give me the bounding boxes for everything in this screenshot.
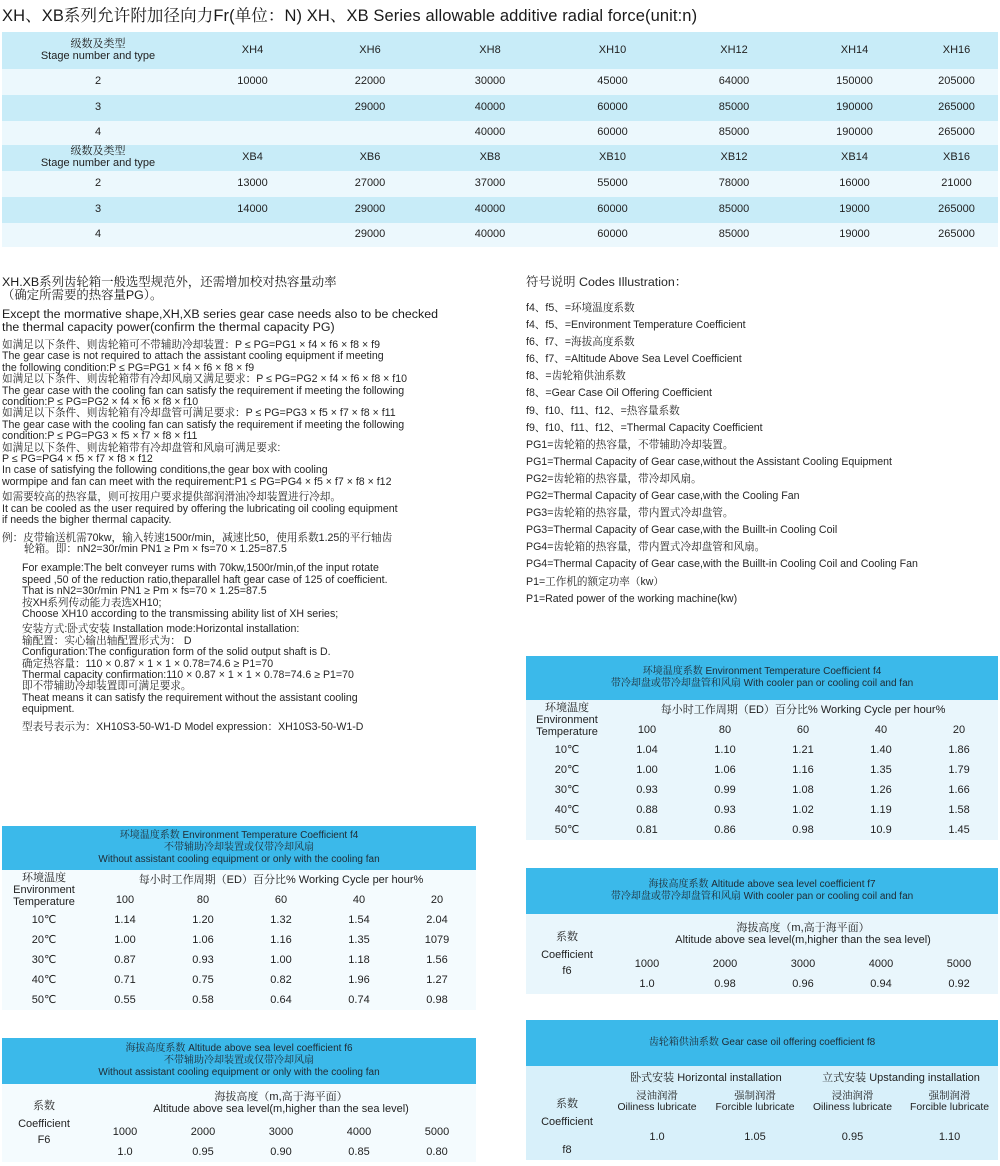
- value-cell: 40000: [429, 95, 551, 121]
- code-line: PG4=齿轮箱的热容量，带内置式冷却盘管和风扇。: [526, 541, 766, 554]
- value-cell: [194, 223, 311, 247]
- table-row: [2, 197, 998, 223]
- value-cell: 60000: [551, 197, 674, 223]
- table-row: 30℃ 0.93 0.99 1.08 1.26 1.66: [526, 780, 998, 800]
- example-en: That is nN2=30r/min PN1 ≥ Pm × fs=70 × 1.25=87.5: [22, 585, 267, 598]
- condition-2-en: condition:P ≤ PG=PG2 × f4 × f6 × f8 × f10: [2, 396, 199, 409]
- cycle-header: 100: [86, 890, 164, 910]
- example-cn: 即不带辅助冷却装置即可满足要求。: [22, 680, 192, 693]
- example-en: Choose XH10 according to the transmissing ability list of XH series;: [22, 607, 339, 620]
- stage-cell: 3: [2, 95, 194, 121]
- col-header: XB16: [915, 145, 998, 171]
- condition-2-cn: 如满足以下条件、则齿轮箱带有冷却风扇又满足要求：P ≤ PG=PG2 × f4 × f6 × f8 × f10: [2, 373, 408, 386]
- example-en: speed ,50 of the reduction ratio,theparallel haft gear case of 125 of coefficient.: [22, 573, 388, 586]
- value-cell: 14000: [194, 197, 311, 223]
- code-line: PG2=Thermal Capacity of Gear case,with the Cooling Fan: [526, 490, 800, 503]
- lubrication-type: 浸油润滑 Oiliness lubricate: [804, 1090, 901, 1114]
- codes-title: 符号说明 Codes Illustration：: [526, 275, 688, 289]
- condition-3-en: condition:P ≤ PG=PG3 × f5 × f7 × f8 × f11: [2, 430, 198, 443]
- table-row: [2, 121, 998, 145]
- xb-header-row: [2, 145, 998, 171]
- col-header: XH8: [429, 32, 551, 69]
- lubrication-type: 强制润滑 Forcible lubricate: [706, 1090, 804, 1114]
- table-row: [2, 95, 998, 121]
- page-title: XH、XB系列允许附加径向力Fr(单位：N) XH、XB Series allowable additive radial force(unit:n): [2, 7, 698, 25]
- value-cell: 21000: [915, 171, 998, 197]
- condition-4-en: In case of satisfying the following conditions,the gear box with cooling: [2, 464, 328, 477]
- col-header: XH14: [794, 32, 915, 69]
- value-cell: 190000: [794, 121, 915, 145]
- condition-2-en: The gear case with the cooling fan can satisfy the requirement if meeting the following: [2, 384, 405, 397]
- code-line: PG1=齿轮箱的热容量，不带辅助冷却装置。: [526, 438, 734, 451]
- example-cn: 按XH系列传动能力表选XH10;: [22, 596, 162, 609]
- stage-cell: 3: [2, 197, 194, 223]
- table-header: 海拔高度系数 Altitude above sea level coefficient f6 不带辅助冷却装置或仅带冷却风扇 Without assistant cooling equipment or only with the cooling fan: [2, 1038, 476, 1084]
- example-cn: 轮箱。即：nN2=30r/min PN1 ≥ Pm × fs=70 × 1.25=87.5: [24, 542, 287, 555]
- table-row: 1.0 0.98 0.96 0.94 0.92: [526, 974, 998, 994]
- value-cell: 19000: [794, 223, 915, 247]
- table-row: 20℃ 1.00 1.06 1.16 1.35 1079: [2, 930, 476, 950]
- example-cn: 输配置：实心输出轴配置形式为： D: [22, 634, 192, 647]
- value-cell: 45000: [551, 69, 674, 95]
- condition-4-cn: 如满足以下条件、则齿轮箱带有冷却盘管和风扇可满足要求:: [2, 441, 281, 454]
- example-block: [2, 563, 518, 733]
- value-cell: 265000: [915, 223, 998, 247]
- heading-en: the thermal capacity power(confirm the thermal capacity PG): [2, 320, 335, 334]
- table-header: 海拔高度系数 Altitude above sea level coefficient f7 带冷却盘或带冷却盘管和风扇 With cooler pan or cooling coil and fan: [526, 868, 998, 914]
- value-cell: 40000: [429, 197, 551, 223]
- table-row: [2, 69, 998, 95]
- xh-header-row: [2, 32, 998, 69]
- value-cell: 190000: [794, 95, 915, 121]
- col-header: XB14: [794, 145, 915, 171]
- stage-type-header: 级数及类型 Stage number and type: [2, 32, 194, 69]
- value-cell: 85000: [674, 121, 794, 145]
- col-header: XH4: [194, 32, 311, 69]
- cycle-header: 20: [398, 890, 476, 910]
- value-cell: 27000: [311, 171, 429, 197]
- temp-label: 环境温度 Environment Temperature: [526, 700, 608, 740]
- value-cell: 16000: [794, 171, 915, 197]
- example-en: Theat means it can satisfy the requirement without the assistant cooling: [22, 691, 358, 704]
- col-header: XH12: [674, 32, 794, 69]
- env-temp-table-no-assist: [2, 826, 476, 1010]
- cycle-header: 40: [320, 890, 398, 910]
- value-cell: [311, 121, 429, 145]
- code-line: f9、f10、f11、f12、=热容量系数: [526, 404, 680, 417]
- cycle-label: 每小时工作周期（ED）百分比% Working Cycle per hour%: [608, 700, 998, 720]
- condition-3-en: The gear case with the cooling fan can satisfy the requirement if meeting the following: [2, 418, 405, 431]
- stage-cell: 2: [2, 171, 194, 197]
- value-cell: 60000: [551, 121, 674, 145]
- condition-5-en: if needs the bigher thermal capacity.: [2, 514, 172, 527]
- value-cell: 64000: [674, 69, 794, 95]
- value-cell: 78000: [674, 171, 794, 197]
- value-cell: 150000: [794, 69, 915, 95]
- cycle-header: 20: [920, 720, 998, 740]
- coefficient-symbol: f8: [526, 1140, 608, 1160]
- example-en: Thermal capacity confirmation:110 × 0.87 × 1 × 1 × 0.78=74.6 ≥ P1=70: [22, 668, 354, 681]
- col-header: XB12: [674, 145, 794, 171]
- table-row: 50℃ 0.81 0.86 0.98 10.9 1.45: [526, 820, 998, 840]
- altitude-table-no-assist: 海拔高度系数 Altitude above sea level coefficient f6 不带辅助冷却装置或仅带冷却风扇 Without assistant cooling equipment or only with the cooling fan 系数 Coefficient F6 海拔高度（m,高于海平面） Altitude above sea level(m,higher than the sea level) 1000 2000 3000 4000 5000 1.0 0.95 0.90 0.85 0.80: [2, 1038, 476, 1162]
- table-header: 齿轮箱供油系数 Gear case oil offering coefficient f8: [526, 1020, 998, 1066]
- table-row: 20℃ 1.00 1.06 1.16 1.35 1.79: [526, 760, 998, 780]
- heading-en: Except the mormative shape,XH,XB series gear case needs also to be checked: [2, 307, 438, 321]
- value-cell: 29000: [311, 95, 429, 121]
- cycle-header: 80: [164, 890, 242, 910]
- col-header: XH16: [915, 32, 998, 69]
- value-cell: 30000: [429, 69, 551, 95]
- code-line: f4、f5、=环境温度系数: [526, 302, 635, 314]
- condition-5-cn: 如需要较高的热容量，则可按用户要求提供部润滑油冷却装置进行冷却。: [2, 491, 341, 504]
- stage-cell: 4: [2, 223, 194, 247]
- table-row: 30℃ 0.87 0.93 1.00 1.18 1.56: [2, 950, 476, 970]
- condition-1-en: The gear case is not required to attach the assistant cooling equipment if meeting: [2, 350, 384, 363]
- value-cell: 205000: [915, 69, 998, 95]
- value-cell: 265000: [915, 95, 998, 121]
- table-row: 40℃ 0.71 0.75 0.82 1.96 1.27: [2, 970, 476, 990]
- col-header: XB10: [551, 145, 674, 171]
- condition-3-cn: 如满足以下条件、则齿轮箱有冷却盘管可满足要求：P ≤ PG=PG3 × f5 × f7 × f8 × f11: [2, 407, 396, 420]
- code-line: P1=Rated power of the working machine(kw): [526, 592, 738, 605]
- stage-cell: 2: [2, 69, 194, 95]
- coefficient-label: 系数 Coefficient: [526, 1066, 608, 1160]
- condition-1-en: the following condition:P ≤ PG=PG1 × f4 × f6 × f8 × f9: [2, 361, 255, 374]
- value-cell: 19000: [794, 197, 915, 223]
- condition-5-en: It can be cooled as the user required by offering the lubricating oil cooling equipment: [2, 502, 398, 515]
- table-row: 10℃ 1.04 1.10 1.21 1.40 1.86: [526, 740, 998, 760]
- code-line: f8、=齿轮箱供油系数: [526, 370, 626, 383]
- upstanding-installation: 立式安装 Upstanding installation: [804, 1066, 998, 1090]
- heading-cn: （确定所需要的热容量PG）。: [2, 288, 163, 302]
- table-header: 环境温度系数 Environment Temperature Coefficient f4 带冷却盘或带冷却盘管和风扇 With cooler pan or cooling coil and fan: [526, 656, 998, 700]
- code-line: PG3=齿轮箱的热容量，带内置式冷却盘管。: [526, 507, 734, 520]
- example-cn: 安装方式:卧式安装 Installation mode:Horizontal installation:: [22, 623, 300, 636]
- code-line: f9、f10、f11、f12、=Thermal Capacity Coefficient: [526, 421, 763, 434]
- value-cell: 29000: [311, 223, 429, 247]
- table-row: [2, 171, 998, 197]
- lubrication-type: 浸油润滑 Oiliness lubricate: [608, 1090, 706, 1114]
- example-cn: 例：皮带输送机需70kw，输入转速1500r/min，减速比50，使用系数1.25的平行轴齿: [2, 531, 393, 544]
- cycle-header: 80: [686, 720, 764, 740]
- col-header: XH10: [551, 32, 674, 69]
- altitude-label: 海拔高度（m,高于海平面） Altitude above sea level(m,higher than the sea level): [608, 914, 998, 954]
- altitude-table-cooler: 海拔高度系数 Altitude above sea level coefficient f7 带冷却盘或带冷却盘管和风扇 With cooler pan or cooling coil and fan 系数 Coefficient f6 海拔高度（m,高于海平面） Altitude above sea level(m,higher than the sea level) 1000 2000 3000 4000 5000 1.0 0.98 0.96 0.94 0.92: [526, 868, 998, 994]
- code-line: P1=工作机的额定功率（kw）: [526, 575, 665, 588]
- cycle-header: 60: [242, 890, 320, 910]
- code-line: f4、f5、=Environment Temperature Coefficient: [526, 319, 746, 332]
- heading-cn: XH.XB系列齿轮箱一般选型规范外，还需增加校对热容量动率: [2, 275, 337, 289]
- altitude-label: 海拔高度（m,高于海平面） Altitude above sea level(m,higher than the sea level): [86, 1084, 476, 1122]
- cycle-header: 60: [764, 720, 842, 740]
- value-cell: 85000: [674, 95, 794, 121]
- table-row: [2, 223, 998, 247]
- model-expression: 型表号表示为：XH10S3-50-W1-D Model expression：XH10S3-50-W1-D: [22, 720, 364, 733]
- value-cell: [194, 121, 311, 145]
- coefficient-label: 系数 Coefficient F6: [2, 1084, 86, 1162]
- condition-4-formula: P ≤ PG=PG4 × f5 × f7 × f8 × f12: [2, 453, 153, 466]
- cycle-header: 40: [842, 720, 920, 740]
- coefficient-label: 系数 Coefficient f6: [526, 914, 608, 994]
- stage-cell: 4: [2, 121, 194, 145]
- code-line: PG1=Thermal Capacity of Gear case,without the Assistant Cooling Equipment: [526, 455, 892, 468]
- value-cell: 60000: [551, 95, 674, 121]
- value-cell: 85000: [674, 197, 794, 223]
- value-cell: 265000: [915, 197, 998, 223]
- codes-illustration: [526, 272, 996, 608]
- code-line: PG4=Thermal Capacity of Gear case,with the Buillt-in Cooling Coil and Cooling Fan: [526, 558, 918, 571]
- col-header: XH6: [311, 32, 429, 69]
- value-cell: 40000: [429, 223, 551, 247]
- env-temp-table-cooler: [526, 656, 998, 840]
- lubrication-type: 强制润滑 Forcible lubricate: [901, 1090, 998, 1114]
- table-row: 1.0 0.95 0.90 0.85 0.80: [2, 1142, 476, 1162]
- value-cell: 265000: [915, 121, 998, 145]
- stage-type-header: 级数及类型 Stage number and type: [2, 145, 194, 171]
- thermal-capacity-text: [2, 276, 518, 733]
- example-en: For example:The belt conveyer rums with 70kw,1500r/min,of the input rotate: [22, 562, 379, 575]
- value-cell: 55000: [551, 171, 674, 197]
- value-cell: 10000: [194, 69, 311, 95]
- value-cell: 13000: [194, 171, 311, 197]
- value-cell: [194, 95, 311, 121]
- example-cn: 确定热容量：110 × 0.87 × 1 × 1 × 0.78=74.6 ≥ P1=70: [22, 657, 274, 670]
- value-cell: 37000: [429, 171, 551, 197]
- value-cell: 29000: [311, 197, 429, 223]
- value-cell: 40000: [429, 121, 551, 145]
- radial-force-table: [2, 32, 998, 247]
- code-line: PG3=Thermal Capacity of Gear case,with the Buillt-in Cooling Coil: [526, 524, 838, 537]
- value-cell: 60000: [551, 223, 674, 247]
- temp-label: 环境温度 Environment Temperature: [2, 870, 86, 910]
- table-header: 环境温度系数 Environment Temperature Coefficient f4 不带辅助冷却装置或仅带冷却风扇 Without assistant cooling equipment or only with the cooling fan: [2, 826, 476, 870]
- example-en: equipment.: [22, 703, 75, 716]
- cycle-label: 每小时工作周期（ED）百分比% Working Cycle per hour%: [86, 870, 476, 890]
- oil-offering-table: [526, 1020, 998, 1160]
- col-header: XB6: [311, 145, 429, 171]
- table-row: 40℃ 0.88 0.93 1.02 1.19 1.58: [526, 800, 998, 820]
- value-cell: 22000: [311, 69, 429, 95]
- code-line: f8、=Gear Case Oil Offering Coefficient: [526, 387, 712, 400]
- table-row: 1.0 1.05 0.95 1.10: [526, 1114, 998, 1160]
- table-row: 10℃ 1.14 1.20 1.32 1.54 2.04: [2, 910, 476, 930]
- value-cell: 85000: [674, 223, 794, 247]
- horizontal-installation: 卧式安装 Horizontal installation: [608, 1066, 804, 1090]
- table-row: 50℃ 0.55 0.58 0.64 0.74 0.98: [2, 990, 476, 1010]
- code-line: PG2=齿轮箱的热容量，带冷却风扇。: [526, 472, 702, 485]
- cycle-header: 100: [608, 720, 686, 740]
- col-header: XB8: [429, 145, 551, 171]
- example-en: Configuration:The configuration form of the solid output shaft is D.: [22, 646, 331, 659]
- condition-4-en: wormpipe and fan can meet with the requirement:P1 ≤ PG=PG4 × f5 × f7 × f8 × f12: [2, 475, 392, 488]
- col-header: XB4: [194, 145, 311, 171]
- code-line: f6、f7、=Altitude Above Sea Level Coefficient: [526, 353, 742, 366]
- code-line: f6、f7、=海拔高度系数: [526, 336, 635, 349]
- condition-1-cn: 如满足以下条件、则齿轮箱可不带辅助冷却装置：P ≤ PG=PG1 × f4 × f6 × f8 × f9: [2, 339, 380, 351]
